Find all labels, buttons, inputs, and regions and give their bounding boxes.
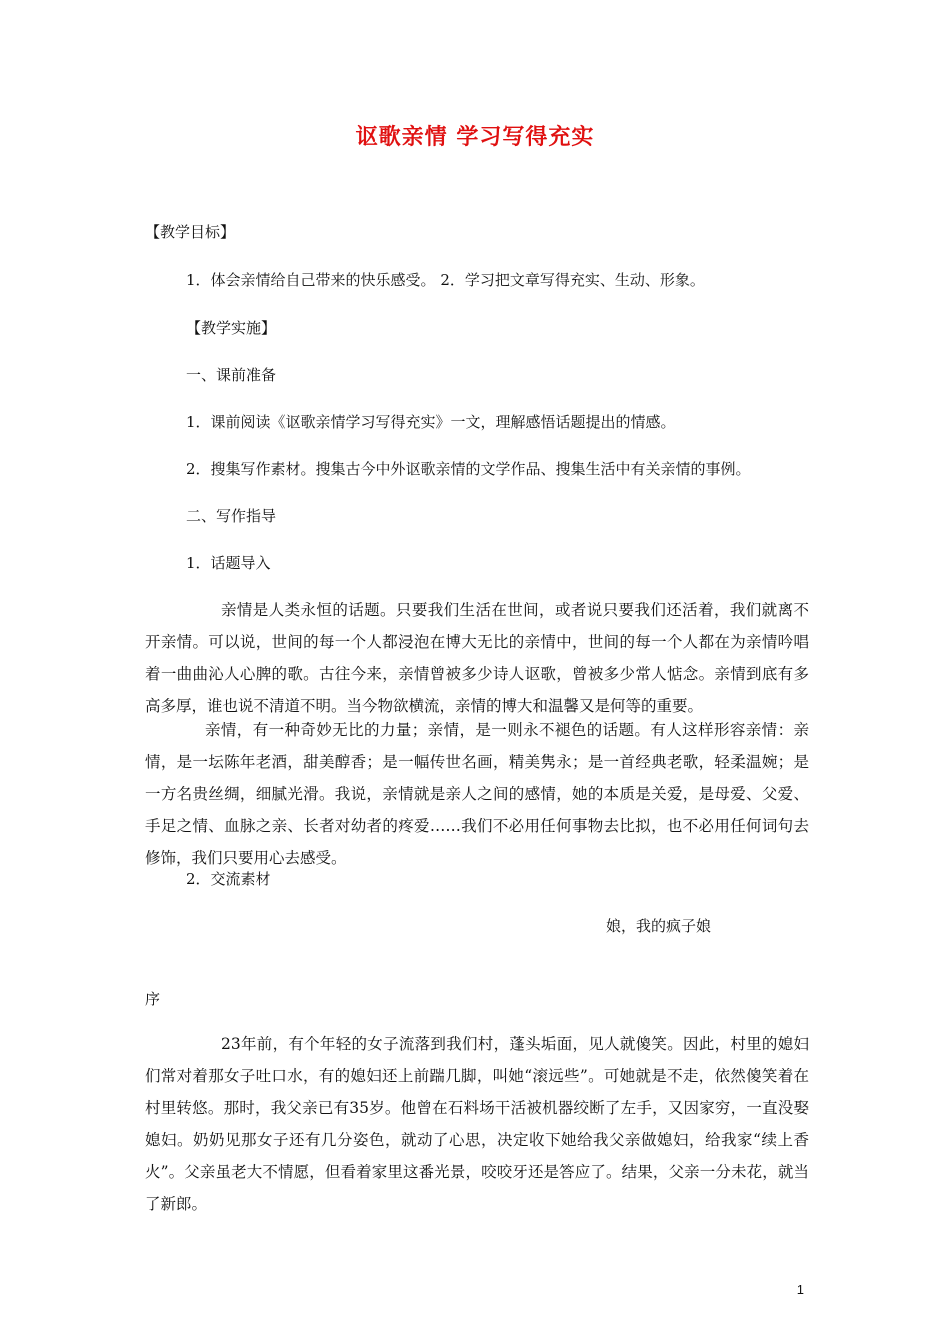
part1-heading: 一、课前准备 <box>186 366 277 384</box>
part2-item2: 2．交流素材 <box>186 870 271 888</box>
story-title: 娘，我的疯子娘 <box>606 917 712 935</box>
impl-heading: 【教学实施】 <box>186 319 277 337</box>
goal-text: 1．体会亲情给自己带来的快乐感受。 2．学习把文章写得充实、生动、形象。 <box>186 271 705 289</box>
document-title: 讴歌亲情 学习写得充实 <box>355 125 595 150</box>
part1-item1: 1．课前阅读《讴歌亲情学习写得充实》一文，理解感悟话题提出的情感。 <box>186 413 676 431</box>
part2-heading: 二、写作指导 <box>186 507 277 525</box>
page-number: 1 <box>796 1282 804 1297</box>
part1-item2: 2．搜集写作素材。搜集古今中外讴歌亲情的文学作品、搜集生活中有关亲情的事例。 <box>186 460 751 478</box>
goal-heading: 【教学目标】 <box>145 223 236 241</box>
paragraph-description: 亲情，有一种奇妙无比的力量；亲情，是一则永不褪色的话题。有人这样形容亲情：亲情，是一坛陈年老酒，甜美醇香；是一幅传世名画，精美隽永；是一首经典老歌，轻柔温婉；是一方名贵丝绸，细腻光滑。我说，亲情就是亲人之间的感情，她的本质是关爱，是母爱、父爱、手足之情、血脉之亲、长者对幼者的疼爱……我们不必用任何事物去比拟，也不必用任何词句去修饰，我们只要用心去感受。 <box>145 721 809 867</box>
paragraph-intro: 亲情是人类永恒的话题。只要我们生活在世间，或者说只要我们还活着，我们就离不开亲情。可以说，世间的每一个人都浸泡在博大无比的亲情中，世间的每一个人都在为亲情吟唱着一曲曲沁人心脾的歌。古往今来，亲情曾被多少诗人讴歌，曾被多少常人惦念。亲情到底有多高多厚，谁也说不清道不明。当今物欲横流，亲情的博大和温馨又是何等的重要。 <box>145 601 809 715</box>
preface-label: 序 <box>145 990 161 1008</box>
paragraph-story: 23年前，有个年轻的女子流落到我们村，蓬头垢面，见人就傻笑。因此，村里的媳妇们常对着那女子吐口水，有的媳妇还上前踹几脚，叫她“滚远些”。可她就是不走，依然傻笑着在村里转悠。那时，我父亲已有35岁。他曾在石料场干活被机器绞断了左手，又因家穷，一直没娶媳妇。奶奶见那女子还有几分姿色，就动了心思，决定收下她给我父亲做媳妇，给我家“续上香火”。父亲虽老大不情愿，但看着家里这番光景，咬咬牙还是答应了。结果，父亲一分未花，就当了新郎。 <box>145 1035 809 1213</box>
part2-item1: 1．话题导入 <box>186 554 271 572</box>
